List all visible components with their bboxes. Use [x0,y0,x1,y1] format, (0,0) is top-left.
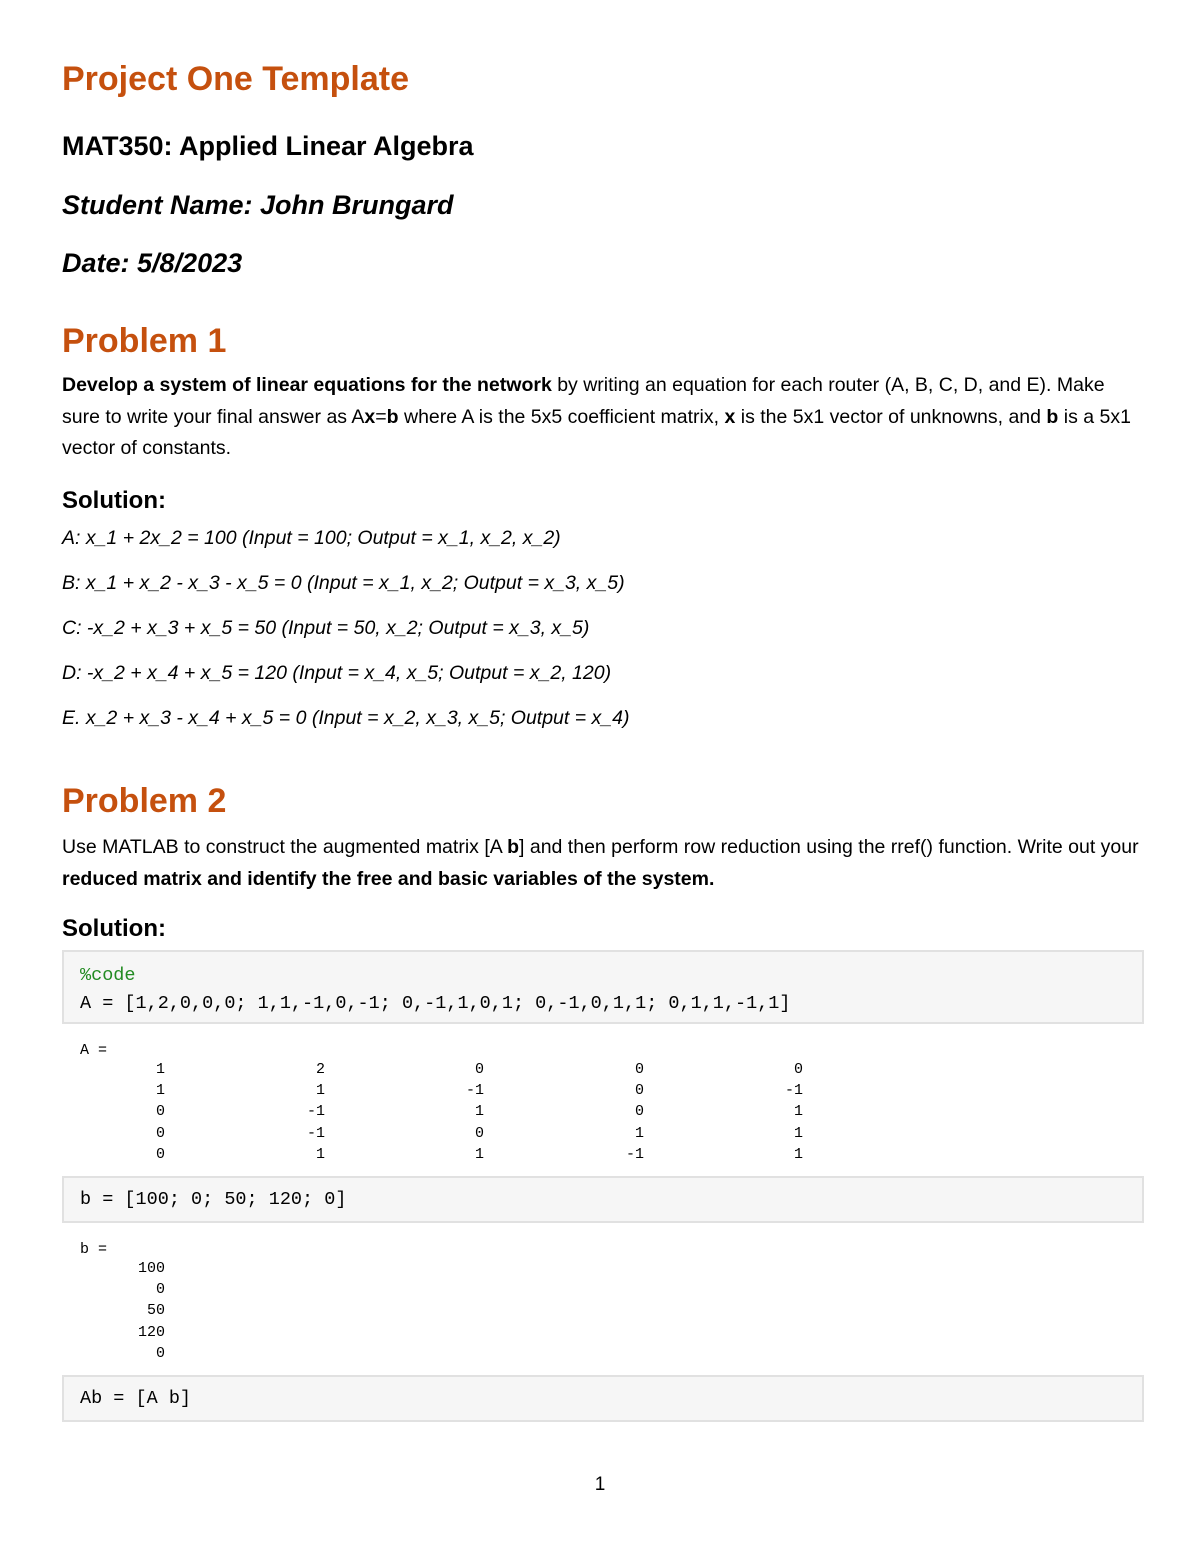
matrix-a-cell: 1 [155,1082,165,1100]
matrix-a-cell: 0 [155,1103,165,1121]
vector-b-row [62,1345,842,1366]
matrix-a-cell: 0 [634,1061,644,1078]
vector-b-row [62,1324,842,1345]
matrix-a-row [62,1082,842,1103]
matrix-a-cell: 1 [634,1124,644,1142]
problem-2-solution-label: Solution: [62,915,166,942]
matrix-a-cell: 0 [634,1082,644,1100]
matrix-a-cell: 0 [155,1145,165,1163]
vector-b-cell: 100 [137,1260,165,1277]
vector-b-cell: 0 [155,1344,165,1362]
matrix-a-cell: 1 [155,1061,165,1078]
matrix-a-cell: 1 [474,1103,484,1121]
vector-b-cell: 120 [137,1323,165,1341]
matrix-a-cell: 1 [315,1082,325,1100]
code-block-vector-b [62,1176,1144,1223]
vector-b-row [62,1281,842,1302]
equation-c: C: -x_2 + x_3 + x_5 = 50 (Input = 50, x_2; Output = x_3, x_5) [62,617,590,639]
matrix-a-cell: -1 [625,1145,644,1163]
vector-b-cell: 0 [155,1281,165,1299]
equation-d: D: -x_2 + x_4 + x_5 = 120 (Input = x_4, x_5; Output = x_2, 120) [62,662,612,684]
student-name: Student Name: John Brungard [62,190,454,220]
code-comment: %code [80,965,136,986]
date-line: Date: 5/8/2023 [62,248,243,278]
matrix-a-cell: 1 [474,1145,484,1163]
problem-1-solution-label: Solution: [62,487,166,514]
matrix-a-cell: 0 [155,1124,165,1142]
code-line-matrix-a: A = [1,2,0,0,0; 1,1,-1,0,-1; 0,-1,1,0,1; 0,-1,0,1,1; 0,1,1,-1,1] [80,993,791,1014]
matrix-a-cell: 0 [793,1061,803,1078]
matrix-a-row [62,1146,842,1167]
matrix-a-row [62,1125,842,1146]
matrix-a-row [62,1061,842,1082]
matrix-a-cell: 0 [634,1103,644,1121]
matrix-a-cell: 1 [793,1124,803,1142]
problem-2-heading: Problem 2 [62,782,227,820]
equation-b: B: x_1 + x_2 - x_3 - x_5 = 0 (Input = x_1, x_2; Output = x_3, x_5) [62,572,625,594]
matrix-a-row [62,1103,842,1124]
problem-1-heading: Problem 1 [62,322,227,360]
document-title: Project One Template [62,60,410,98]
equation-a: A: x_1 + 2x_2 = 100 (Input = 100; Output = x_1, x_2, x_2) [62,527,561,549]
course-title: MAT350: Applied Linear Algebra [62,131,474,161]
output-b-label: b = [80,1241,108,1258]
matrix-a-cell: 1 [793,1103,803,1121]
matrix-a-cell: -1 [465,1082,484,1100]
code-block-augmented [62,1375,1144,1422]
matrix-a-cell: 0 [474,1124,484,1142]
vector-b-row [62,1260,842,1281]
matrix-a-cell: 0 [474,1061,484,1078]
output-a-label: A = [80,1042,108,1059]
equation-e: E. x_2 + x_3 - x_4 + x_5 = 0 (Input = x_2, x_3, x_5; Output = x_4) [62,707,630,729]
matrix-a-cell: -1 [306,1103,325,1121]
problem-2-prompt: Use MATLAB to construct the augmented matrix [A b] and then perform row reduction using the rref() function. Write out your reduced matrix and identify the free and basic variables of the system. [62,836,1139,890]
matrix-a-cell: 2 [315,1061,325,1078]
matrix-a-cell: -1 [784,1082,803,1100]
code-block-matrix-a [62,950,1144,1024]
vector-b-row [62,1302,842,1323]
problem-1-prompt: Develop a system of linear equations for the network by writing an equation for each router (A, B, C, D, and E). Make sure to write your final answer as Ax=b where A is the 5x5 coefficient matrix, x is the 5x1 vector of unknowns, and b is a 5x1 vector of constants. [62,374,1131,459]
code-line-vector-b: b = [100; 0; 50; 120; 0] [80,1189,347,1210]
code-line-augmented: Ab = [A b] [80,1388,192,1409]
page-number: 1 [594,1474,606,1495]
vector-b-cell: 50 [146,1302,165,1320]
matrix-a-cell: 1 [793,1145,803,1163]
matrix-a-cell: 1 [315,1145,325,1163]
matrix-a-cell: -1 [306,1124,325,1142]
